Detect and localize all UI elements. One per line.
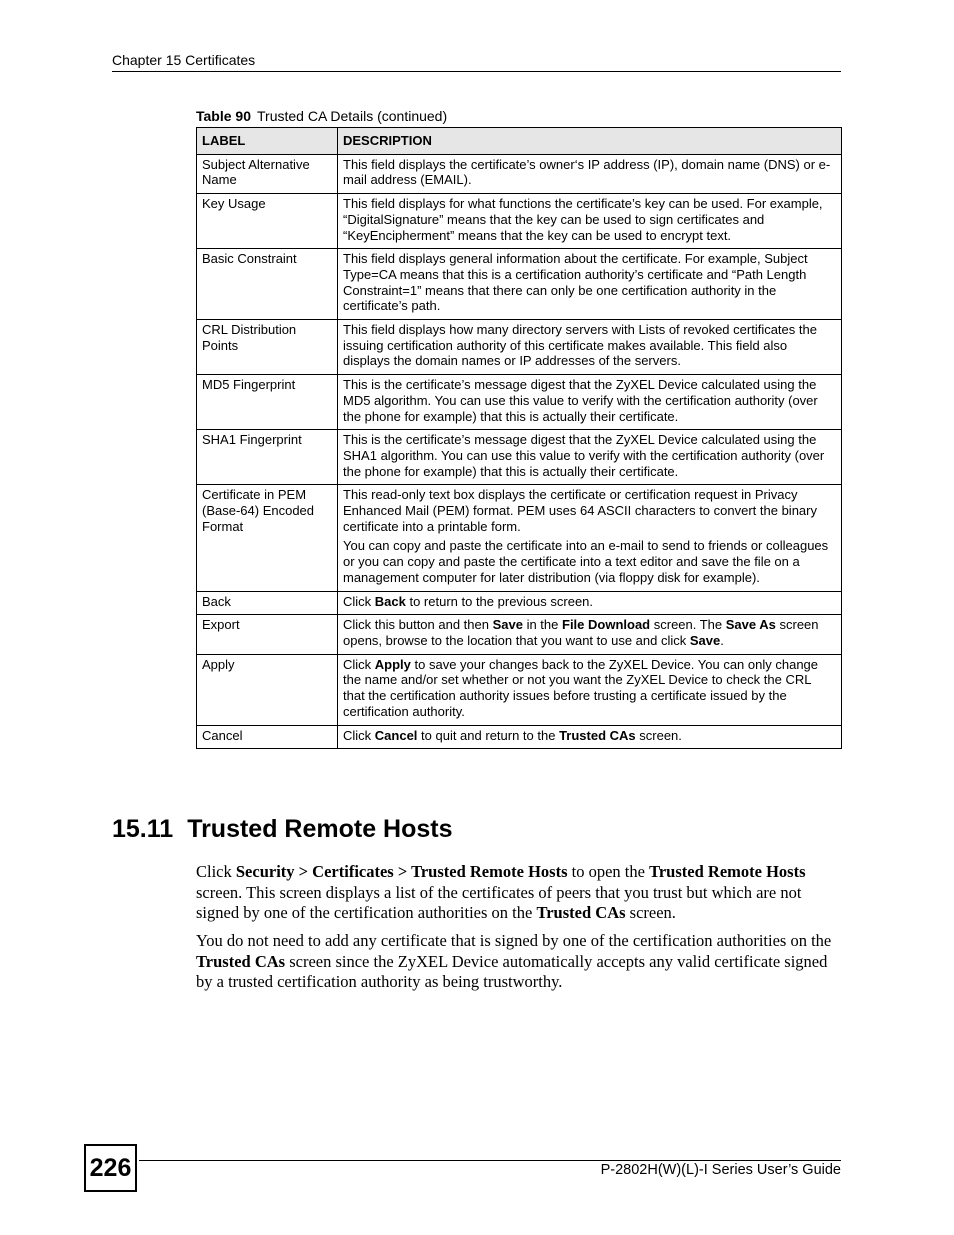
text-run: Click — [343, 593, 375, 609]
bold-term: Trusted CAs — [559, 727, 636, 743]
table-body — [197, 154, 842, 749]
table-row — [197, 320, 842, 375]
table-row — [197, 485, 842, 591]
row-description — [338, 320, 842, 375]
description-paragraph: This read-only text box displays the certificate or certification request in Privacy Enhanced Mail (PEM) format. PEM uses 64 ASCII characters to convert the binary certificate into a printable form. — [343, 487, 817, 534]
row-label: CRL Distribution Points — [197, 320, 338, 375]
trusted-ca-details-table — [196, 127, 842, 749]
text-run: to save your changes back to the ZyXEL Device. You can only change the name and/or set whether or not you want the ZyXEL Device to check the CRL that the certification authority issues before trusting a certificate issued by the certification authority. — [343, 656, 819, 719]
text-run: Click this button and then — [343, 617, 493, 633]
section-heading — [112, 815, 453, 844]
body-paragraph — [196, 931, 841, 993]
table-header-row — [197, 128, 842, 155]
text-run: in the — [522, 617, 562, 633]
text-run: screen opens, browse to the location that you want to use and click — [343, 617, 819, 648]
section-title: Trusted Remote Hosts — [187, 815, 453, 843]
description-paragraph — [343, 594, 836, 610]
guide-title: P-2802H(W)(L)-I Series User’s Guide — [600, 1162, 841, 1178]
row-label: Export — [197, 615, 338, 654]
bold-term: Save — [492, 617, 523, 633]
description-paragraph — [343, 657, 836, 720]
row-description — [338, 615, 842, 654]
row-label: Certificate in PEM (Base-64) Encoded Format — [197, 485, 338, 591]
chapter-header: Chapter 15 Certificates — [112, 52, 256, 68]
table-row — [197, 615, 842, 654]
text-run: . — [720, 632, 724, 648]
text-run: You do not need to add any certificate that is signed by one of the certification authorities on the — [196, 931, 832, 950]
row-label: Cancel — [197, 725, 338, 749]
column-header-description: DESCRIPTION — [338, 128, 842, 155]
row-description — [338, 154, 842, 193]
bold-term: Trusted CAs — [196, 951, 286, 971]
table-row — [197, 375, 842, 430]
bold-term: Cancel — [374, 727, 418, 743]
column-header-label: LABEL — [197, 128, 338, 155]
table-title: Trusted CA Details (continued) — [257, 108, 448, 124]
row-label: Basic Constraint — [197, 249, 338, 320]
bold-term: Back — [374, 593, 406, 609]
row-description — [338, 654, 842, 725]
row-label: MD5 Fingerprint — [197, 375, 338, 430]
description-paragraph: This field displays for what functions the certificate’s key can be used. For example, “DigitalSignature” means that the key can be used to sign certificates and “KeyEncipherment” means that the key can be used to encrypt text. — [343, 196, 823, 243]
section-number: 15.11 — [112, 815, 174, 843]
text-run: screen. — [625, 903, 676, 922]
description-paragraph: This is the certificate’s message digest that the ZyXEL Device calculated using the SHA1 algorithm. You can use this value to verify with the certification authority (over the phone for example) that this is actually their certificate. — [343, 432, 825, 479]
text-run: Click — [343, 727, 375, 743]
bold-term: Security > Certificates > Trusted Remote Hosts — [235, 862, 568, 881]
text-run: screen. The — [650, 617, 726, 633]
description-paragraph: This field displays general information about the certificate. For example, Subject Type=CA means that this is a certification authority’s certificate and “Path Length Constraint=1” means that there can only be one certification authority in the certificate’s path. — [343, 251, 808, 314]
row-description — [338, 485, 842, 591]
description-paragraph — [343, 617, 836, 648]
text-run: screen. — [635, 727, 682, 743]
row-description — [338, 375, 842, 430]
bold-term: Apply — [374, 656, 411, 672]
table-row — [197, 591, 842, 615]
table-row — [197, 725, 842, 749]
header-divider — [112, 71, 841, 72]
bold-term: Trusted Remote Hosts — [649, 862, 806, 881]
description-paragraph: This field displays the certificate’s owner‘s IP address (IP), domain name (DNS) or e-mail address (EMAIL). — [343, 156, 831, 188]
text-run: screen. This screen displays a list of the certificates of peers that you trust but which are not signed by one of the certification authorities on the — [196, 882, 802, 922]
text-run: to return to the previous screen. — [405, 593, 594, 609]
bold-term: File Download — [562, 617, 651, 633]
row-description — [338, 430, 842, 485]
description-paragraph: This is the certificate’s message digest that the ZyXEL Device calculated using the MD5 algorithm. You can use this value to verify with the certification authority (over the phone for example) that this is actually their certificate. — [343, 377, 818, 424]
row-description — [338, 725, 842, 749]
row-description — [338, 249, 842, 320]
table-number: Table 90 — [196, 108, 251, 124]
page-number: 226 — [84, 1144, 137, 1192]
text-run: to quit and return to the — [417, 727, 560, 743]
table-row — [197, 194, 842, 249]
description-paragraph: This field displays how many directory servers with Lists of revoked certificates the issuing certification authority of this certificate makes available. This field also displays the domain names or IP addresses of the servers. — [343, 322, 817, 369]
text-run: screen since the ZyXEL Device automatically accepts any valid certificate signed by a trusted certification authority as being trustworthy. — [196, 951, 828, 991]
description-paragraph — [343, 728, 836, 744]
body-paragraph — [196, 862, 841, 924]
table-row — [197, 654, 842, 725]
row-label: Subject Alternative Name — [197, 154, 338, 193]
table-row — [197, 430, 842, 485]
row-label: Back — [197, 591, 338, 615]
text-run: Click — [343, 656, 375, 672]
description-paragraph: You can copy and paste the certificate into an e-mail to send to friends or colleagues or you can copy and paste the certificate into a text editor and save the file on a management computer for later distribution (via floppy disk for example). — [343, 538, 829, 585]
table-row — [197, 249, 842, 320]
row-label: Apply — [197, 654, 338, 725]
text-run: to open the — [567, 862, 650, 881]
bold-term: Save — [689, 632, 721, 648]
row-description — [338, 591, 842, 615]
bold-term: Trusted CAs — [536, 903, 626, 922]
table-caption — [196, 108, 447, 124]
row-description — [338, 194, 842, 249]
footer-divider — [139, 1160, 841, 1161]
bold-term: Save As — [725, 617, 776, 633]
row-label: Key Usage — [197, 194, 338, 249]
text-run: Click — [196, 862, 236, 881]
table-row — [197, 154, 842, 193]
row-label: SHA1 Fingerprint — [197, 430, 338, 485]
